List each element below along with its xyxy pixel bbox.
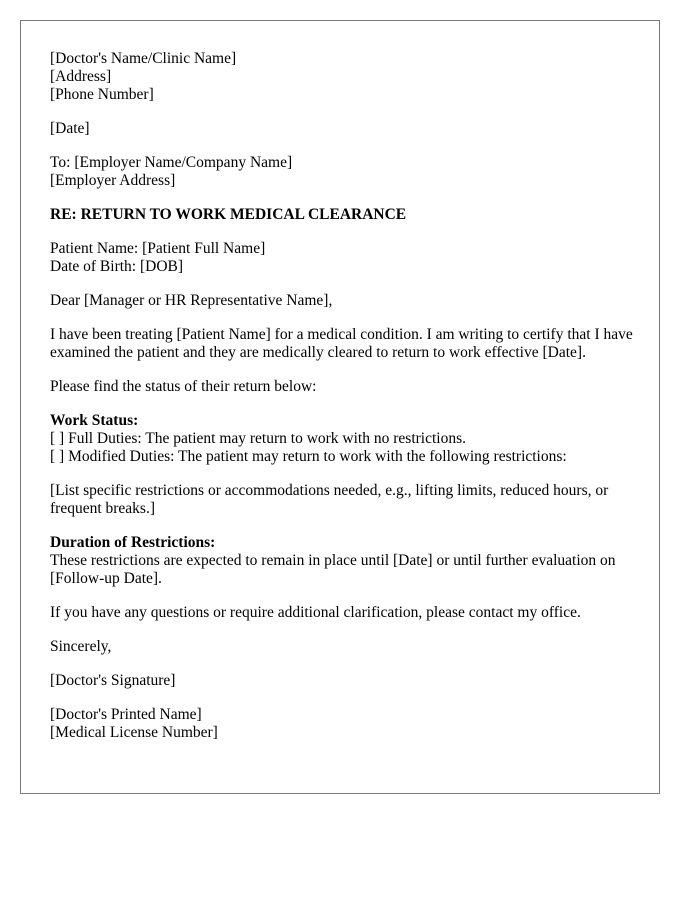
duration-heading: Duration of Restrictions: xyxy=(50,534,216,551)
salutation: Dear [Manager or HR Representative Name], xyxy=(50,292,333,309)
sender-name: [Doctor's Name/Clinic Name] xyxy=(50,50,237,67)
subject-line: RE: RETURN TO WORK MEDICAL CLEARANCE xyxy=(50,206,407,223)
recipient-block xyxy=(50,154,645,190)
recipient-to: To: [Employer Name/Company Name] xyxy=(50,154,293,171)
status-intro: Please find the status of their return below: xyxy=(50,378,317,395)
patient-dob: Date of Birth: [DOB] xyxy=(50,258,184,275)
sender-address: [Address] xyxy=(50,68,112,85)
letter-page xyxy=(20,20,660,794)
letter-body xyxy=(50,50,645,758)
patient-name: Patient Name: [Patient Full Name] xyxy=(50,240,266,257)
work-status-heading: Work Status: xyxy=(50,412,139,429)
duration-text: These restrictions are expected to remain in place until [Date] or until further evaluation on [Follow-up Date]. xyxy=(50,552,616,587)
letter-date: [Date] xyxy=(50,120,90,137)
modified-duties-option: [ ] Modified Duties: The patient may return to work with the following restrictions: xyxy=(50,448,567,465)
patient-block xyxy=(50,240,645,276)
signatory-block xyxy=(50,706,645,742)
signature-placeholder: [Doctor's Signature] xyxy=(50,672,176,689)
recipient-address: [Employer Address] xyxy=(50,172,176,189)
license-number: [Medical License Number] xyxy=(50,724,218,741)
full-duties-option: [ ] Full Duties: The patient may return to work with no restrictions. xyxy=(50,430,466,447)
duration-section xyxy=(50,534,645,588)
intro-paragraph: I have been treating [Patient Name] for a medical condition. I am writing to certify that I have examined the patient and they are medically cleared to return to work effective [Date]. xyxy=(50,326,633,361)
work-status-section xyxy=(50,412,645,466)
contact-paragraph: If you have any questions or require additional clarification, please contact my office. xyxy=(50,604,581,621)
sender-block xyxy=(50,50,645,104)
closing: Sincerely, xyxy=(50,638,112,655)
printed-name: [Doctor's Printed Name] xyxy=(50,706,202,723)
sender-phone: [Phone Number] xyxy=(50,86,154,103)
restrictions-list: [List specific restrictions or accommodations needed, e.g., lifting limits, reduced hours, or frequent breaks.] xyxy=(50,482,609,517)
